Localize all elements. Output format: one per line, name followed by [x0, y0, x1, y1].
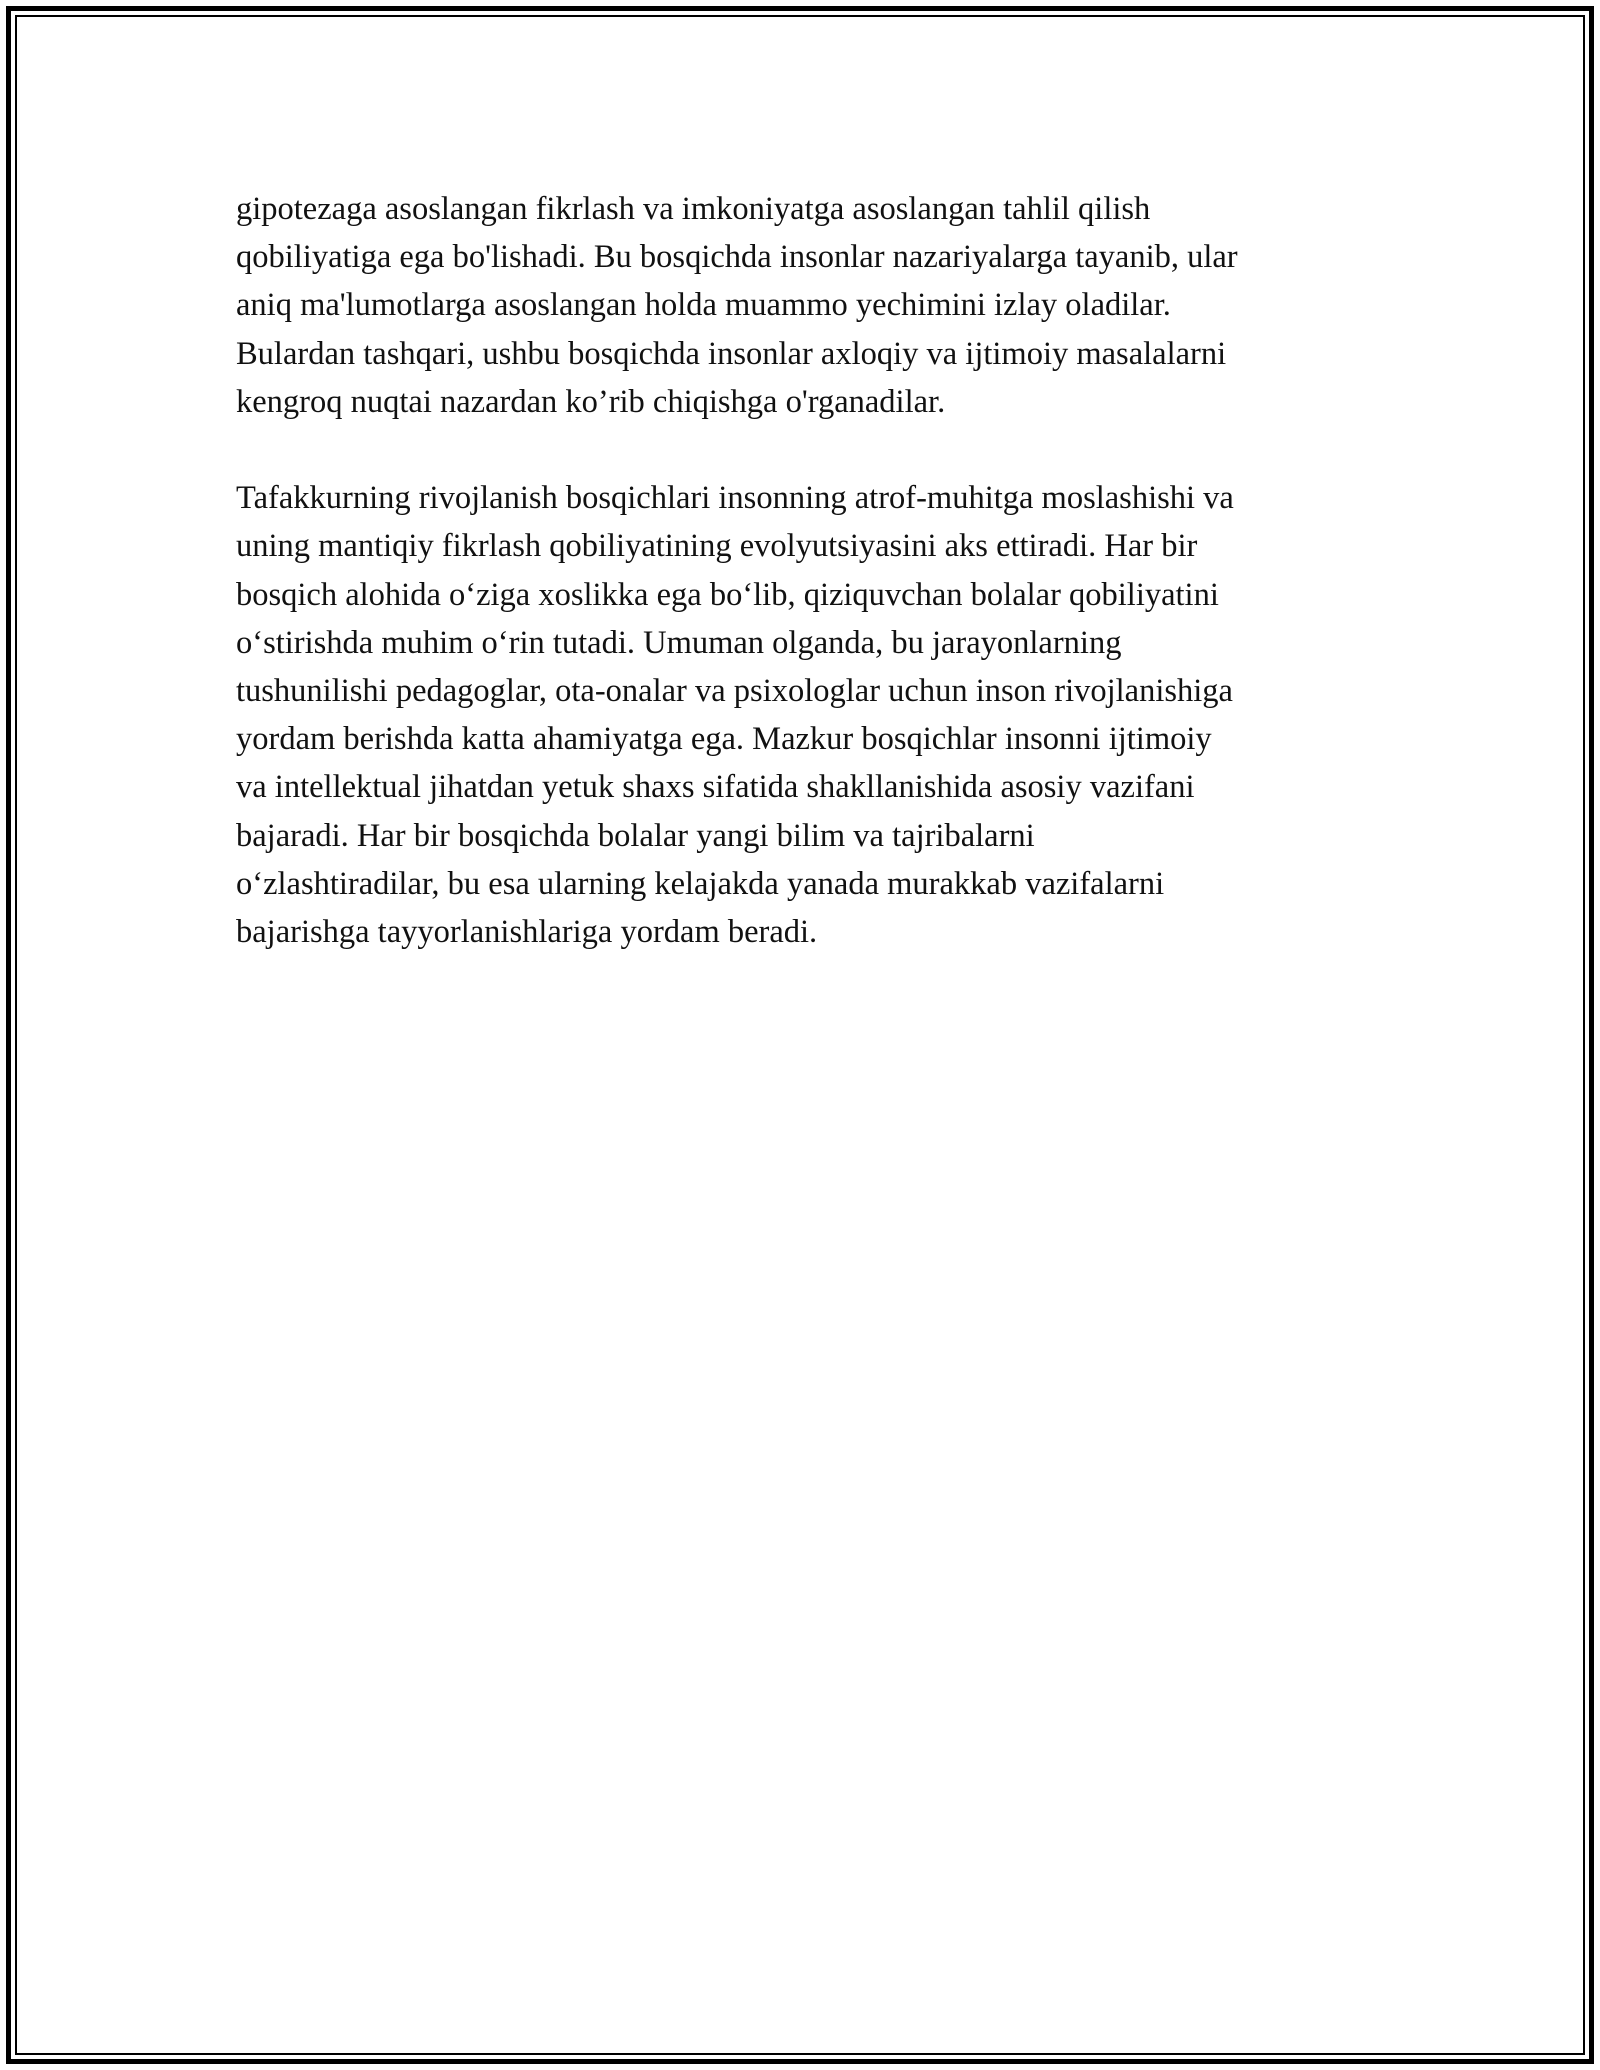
- text-line: qobiliyatiga ega bo'lishadi. Bu bosqichda insonlar nazariyalarga tayanib, ular: [236, 239, 1238, 276]
- text-line: kengroq nuqtai nazardan ko’rib chiqishga o'rganadilar.: [236, 383, 946, 420]
- text-line: yordam berishda katta ahamiyatga ega. Mazkur bosqichlar insonni ijtimoiy: [236, 721, 1212, 758]
- text-line: gipotezaga asoslangan fikrlash va imkoniyatga asoslangan tahlil qilish: [236, 191, 1151, 227]
- text-line: bosqich alohida oʻziga xoslikka ega boʻlib, qiziquvchan bolalar qobiliyatini: [236, 576, 1219, 613]
- text-line: oʻstirishda muhim oʻrin tutadi. Umuman olganda, bu jarayonlarning: [236, 624, 1122, 661]
- text-line: Bulardan tashqari, ushbu bosqichda insonlar axloqiy va ijtimoiy masalalarni: [236, 335, 1227, 372]
- text-line: bajarishga tayyorlanishlariga yordam beradi.: [236, 914, 818, 951]
- document-body: [236, 185, 1376, 956]
- text-line: Tafakkurning rivojlanish bosqichlari insonning atrof-muhitga moslashishi va: [236, 480, 1234, 517]
- paragraph-1: [236, 185, 1376, 426]
- text-line: tushunilishi pedagoglar, ota-onalar va psixologlar uchun inson rivojlanishiga: [236, 673, 1233, 710]
- paragraph-2: [236, 474, 1376, 956]
- text-line: bajaradi. Har bir bosqichda bolalar yangi bilim va tajribalarni: [236, 817, 1035, 854]
- text-line: va intellektual jihatdan yetuk shaxs sifatida shakllanishida asosiy vazifani: [236, 769, 1195, 806]
- text-line: oʻzlashtiradilar, bu esa ularning kelajakda yanada murakkab vazifalarni: [236, 865, 1165, 902]
- text-line: aniq ma'lumotlarga asoslangan holda muammo yechimini izlay oladilar.: [236, 287, 1171, 324]
- text-line: uning mantiqiy fikrlash qobiliyatining evolyutsiyasini aks ettiradi. Har bir: [236, 528, 1198, 565]
